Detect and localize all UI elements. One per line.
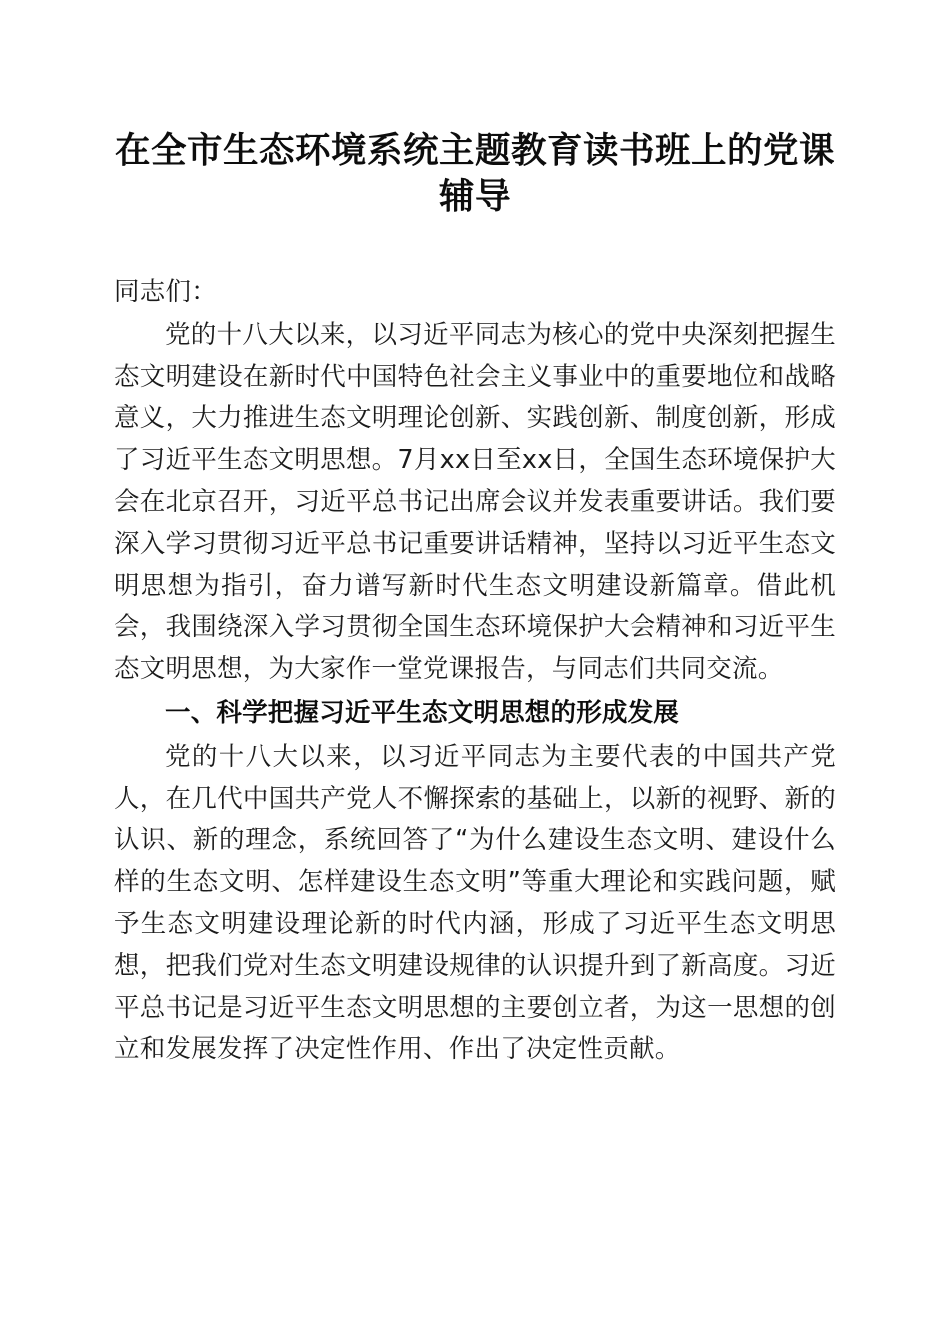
salutation-line: 同志们：: [114, 277, 218, 307]
section-heading-one: 一、科学把握习近平生态文明思想的形成发展: [165, 697, 680, 728]
paragraph-section-one-body: 党的十八大以来，以习近平同志为主要代表的中国共产党人，在几代中国共产党人不懈探索的基础上，以新的视野、新的认识、新的理念，系统回答了“为什么建设生态文明、建设什么样的生态文明、怎样建设生态文明”等重大理论和实践问题，赋予生态文明建设理论新的时代内涵，形成了习近平生态文明思想，把我们党对生态文明建设规律的认识提升到了新高度。习近平总书记是习近平生态文明思想的主要创立者，为这一思想的创立和发展发挥了决定性作用、作出了决定性贡献。: [114, 741, 836, 1065]
page-title: 在全市生态环境系统主题教育读书班上的党课辅导: [114, 130, 835, 216]
page-trailing-whitespace: [114, 1071, 836, 1221]
document-body: [114, 0, 836, 1221]
paragraph-opening: 党的十八大以来，以习近平同志为核心的党中央深刻把握生态文明建设在新时代中国特色社会主义事业中的重要地位和战略意义，大力推进生态文明理论创新、实践创新、制度创新，形成了习近平生态文明思想。7月xx日至xx日，全国生态环境保护大会在北京召开，习近平总书记出席会议并发表重要讲话。我们要深入学习贯彻习近平总书记重要讲话精神，坚持以习近平生态文明思想为指引，奋力谱写新时代生态文明建设新篇章。借此机会，我围绕深入学习贯彻全国生态环境保护大会精神和习近平生态文明思想，为大家作一堂党课报告，与同志们共同交流。: [114, 319, 836, 685]
